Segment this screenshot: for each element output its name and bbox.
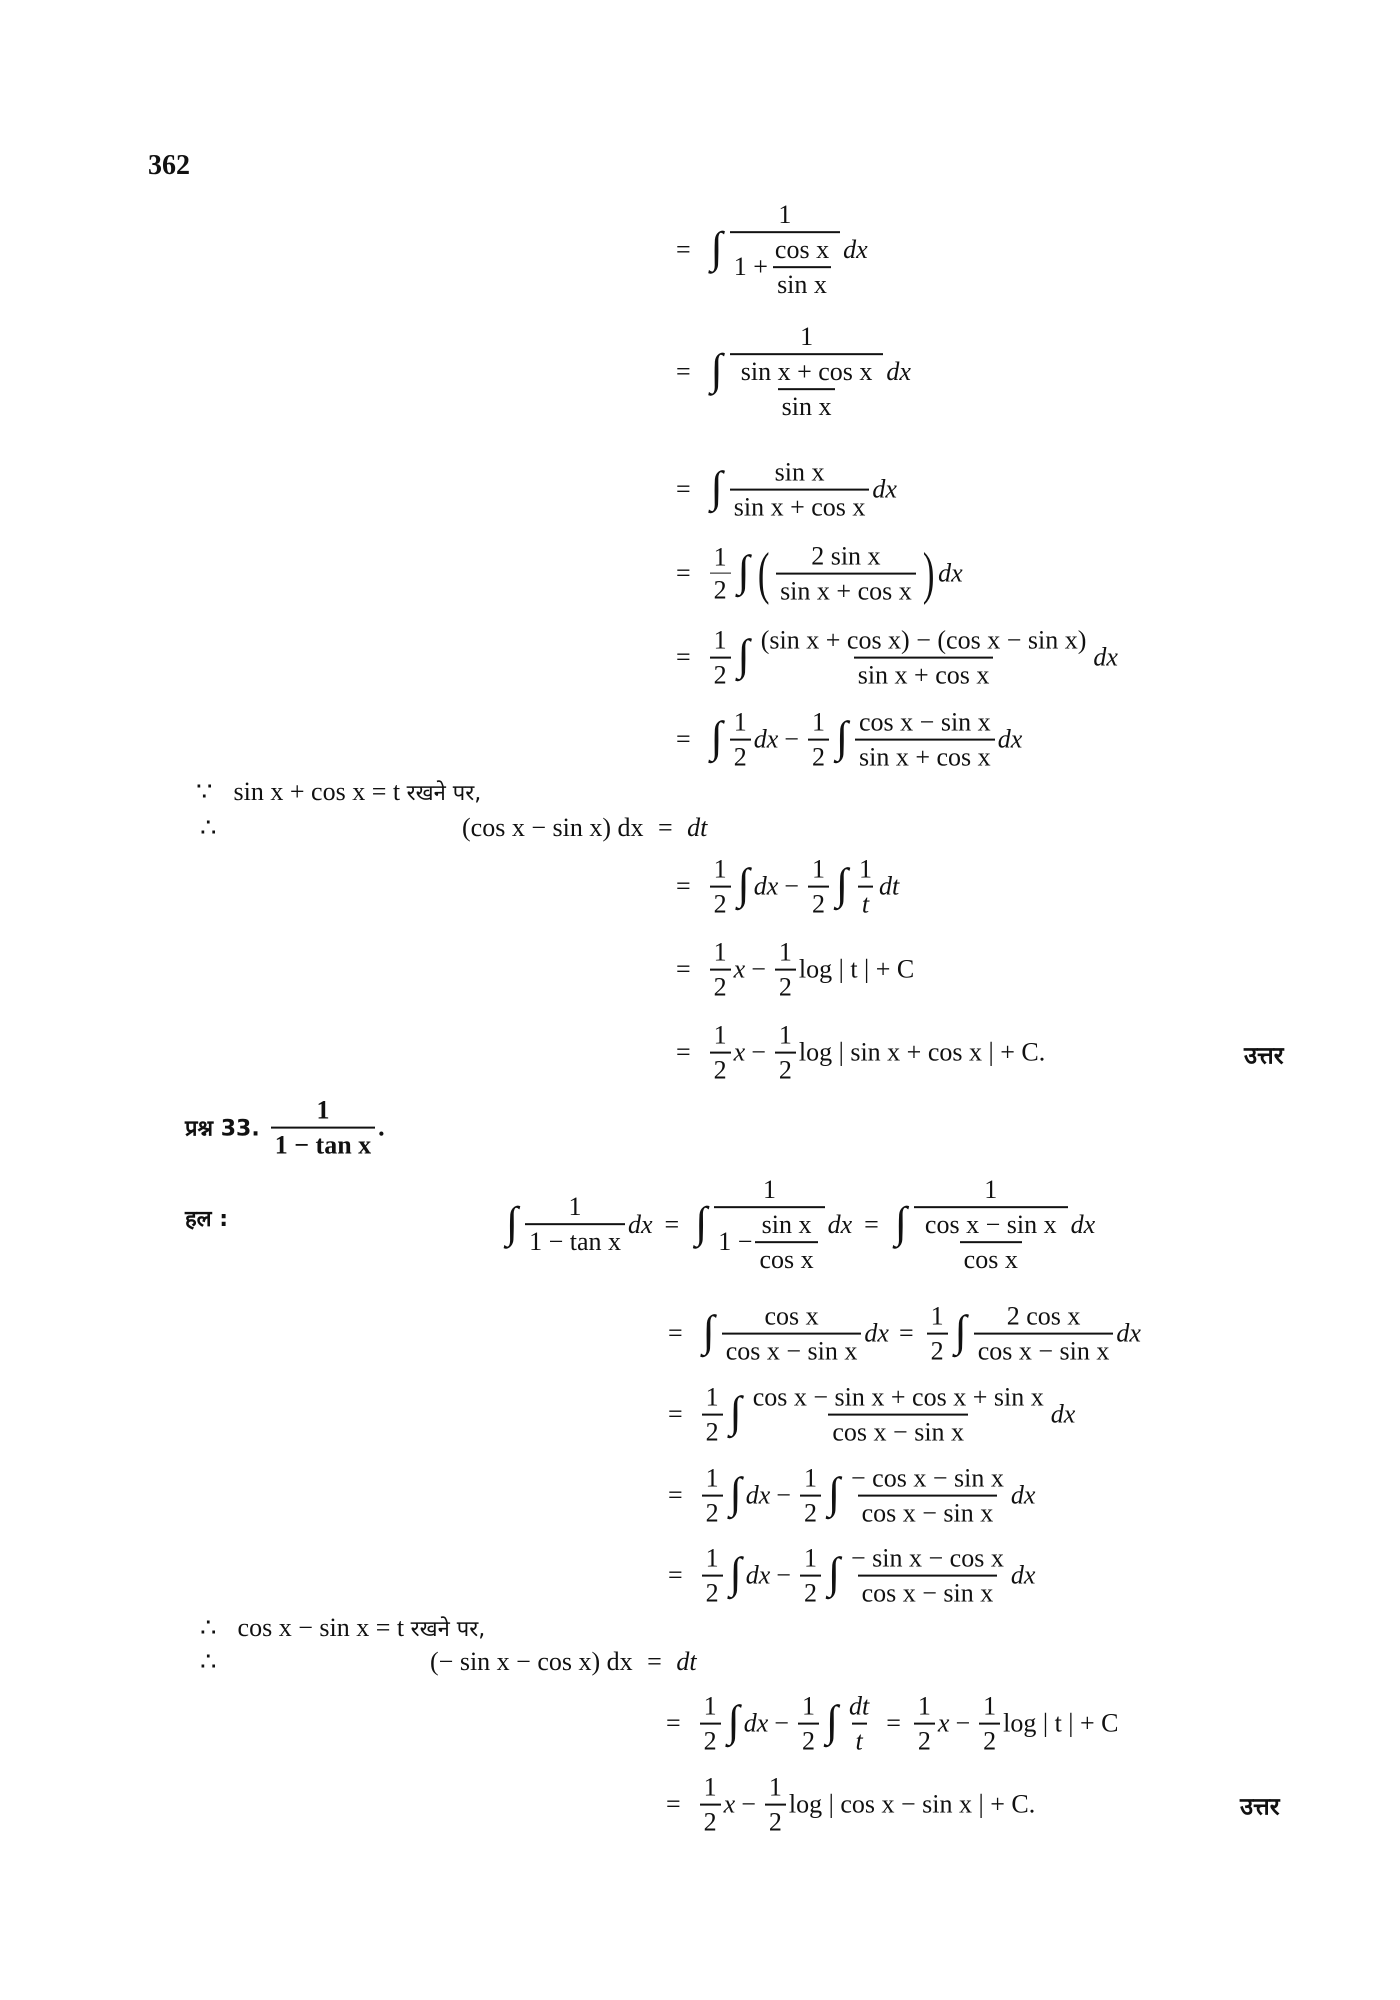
fraction: $\frac{1}{\frac{\text{sin x + cos x}}{\text{sin x}}}$ — [730, 322, 884, 422]
therefore-symbol: ∴ — [200, 1647, 217, 1676]
equation-line: = $\frac{1}{2}$ x − $\frac{1}{2}$ log | sin x + cos x | + C. — [676, 1020, 1046, 1085]
equation-line: = $\frac{1}{2}$ ∫ dx − $\frac{1}{2}$ ∫ $\frac{dt}{t}$ = $\frac{1}{2}$ x − $\frac{1}{2}$ log | t | + C — [666, 1691, 1119, 1756]
equation-line: = ∫ 1 1 + $\frac{\text{cos x}}{\text{sin x}}$ dx — [676, 200, 868, 299]
page-number: 362 — [148, 150, 190, 181]
fraction: $\frac{\text{cos x}}{\text{sin x}}$ — [774, 235, 830, 299]
equation-line: = $\frac{1}{2}$ ∫ dx − $\frac{1}{2}$ ∫ $\frac{\text{− cos x − sin x}}{\text{cos x − sin x}}$ dx — [668, 1463, 1036, 1528]
equation-line: = $\frac{1}{2}$ ∫ dx − $\frac{1}{2}$ ∫ $\frac{1}{t}$ dt — [676, 854, 900, 919]
question-fraction: $\frac{1}{\text{1 − tan x}}$ — [271, 1096, 375, 1161]
equation-line: = $\frac{1}{2}$ ∫ $\frac{\text{(sin x + cos x) − (cos x − sin x)}}{\text{sin x + cos x}}$ dx — [676, 625, 1118, 690]
integral-sign: ∫ — [710, 222, 723, 272]
equation-line: = ∫ $\frac{\text{sin x}}{\text{sin x + cos x}}$ dx — [676, 457, 897, 522]
equation-line: = $\frac{1}{2}$ ∫ ( $\frac{\text{2 sin x}}{\text{sin x + cos x}}$ ) dx — [676, 541, 963, 606]
equals-sign: = — [676, 234, 691, 264]
answer-label: उत्तर — [1240, 1792, 1280, 1821]
integral-sign: ∫ — [710, 344, 723, 394]
equation-line: ∫ $\frac{1}{\text{1 − tan x}}$ dx = ∫ 1 1 − $\frac{\text{sin x}}{\text{cos x}}$ dx = ∫ $\frac{1}{\frac{\text{cos x − sin x}}{\text{cos x}}}$ dx — [506, 1175, 1096, 1274]
differential-line: (− sin x − cos x) dx = dt — [430, 1647, 697, 1676]
differential-line: (cos x − sin x) dx = dt — [462, 813, 708, 842]
equation-line: = ∫ $\frac{1}{\frac{\text{sin x + cos x}}{\text{sin x}}}$ dx — [676, 322, 911, 421]
solution-label: हल : — [185, 1207, 229, 1232]
question-heading: प्रश्न 33. $\frac{1}{\text{1 − tan x}}$ . — [185, 1095, 385, 1160]
equation-line: = ∫ $\frac{\text{cos x}}{\text{cos x − sin x}}$ dx = $\frac{1}{2}$ ∫ $\frac{\text{2 cos x}}{\text{cos x − sin x}}$ dx — [668, 1301, 1141, 1366]
equation-line: = $\frac{1}{2}$ ∫ $\frac{\text{cos x − sin x + cos x + sin x}}{\text{cos x − sin x}}$ dx — [668, 1382, 1076, 1447]
equation-line: = $\frac{1}{2}$ x − $\frac{1}{2}$ log | t | + C — [676, 937, 915, 1002]
substitution-line: ∴ cos x − sin x = t रखने पर, — [200, 1613, 486, 1642]
fraction: 1 1 + $\frac{\text{cos x}}{\text{sin x}}$ — [730, 200, 840, 300]
equation-line: = $\frac{1}{2}$ x − $\frac{1}{2}$ log | cos x − sin x | + C. — [666, 1772, 1036, 1837]
equation-line: = $\frac{1}{2}$ ∫ dx − $\frac{1}{2}$ ∫ $\frac{\text{− sin x − cos x}}{\text{cos x − sin x}}$ dx — [668, 1543, 1036, 1608]
answer-label: उत्तर — [1244, 1041, 1284, 1070]
therefore-symbol: ∴ — [200, 813, 217, 842]
equation-line: = ∫ $\frac{1}{2}$ dx − $\frac{1}{2}$ ∫ $\frac{\text{cos x − sin x}}{\text{sin x + cos x}}$ dx — [676, 707, 1023, 772]
substitution-line: ∵ sin x + cos x = t रखने पर, — [196, 777, 482, 806]
